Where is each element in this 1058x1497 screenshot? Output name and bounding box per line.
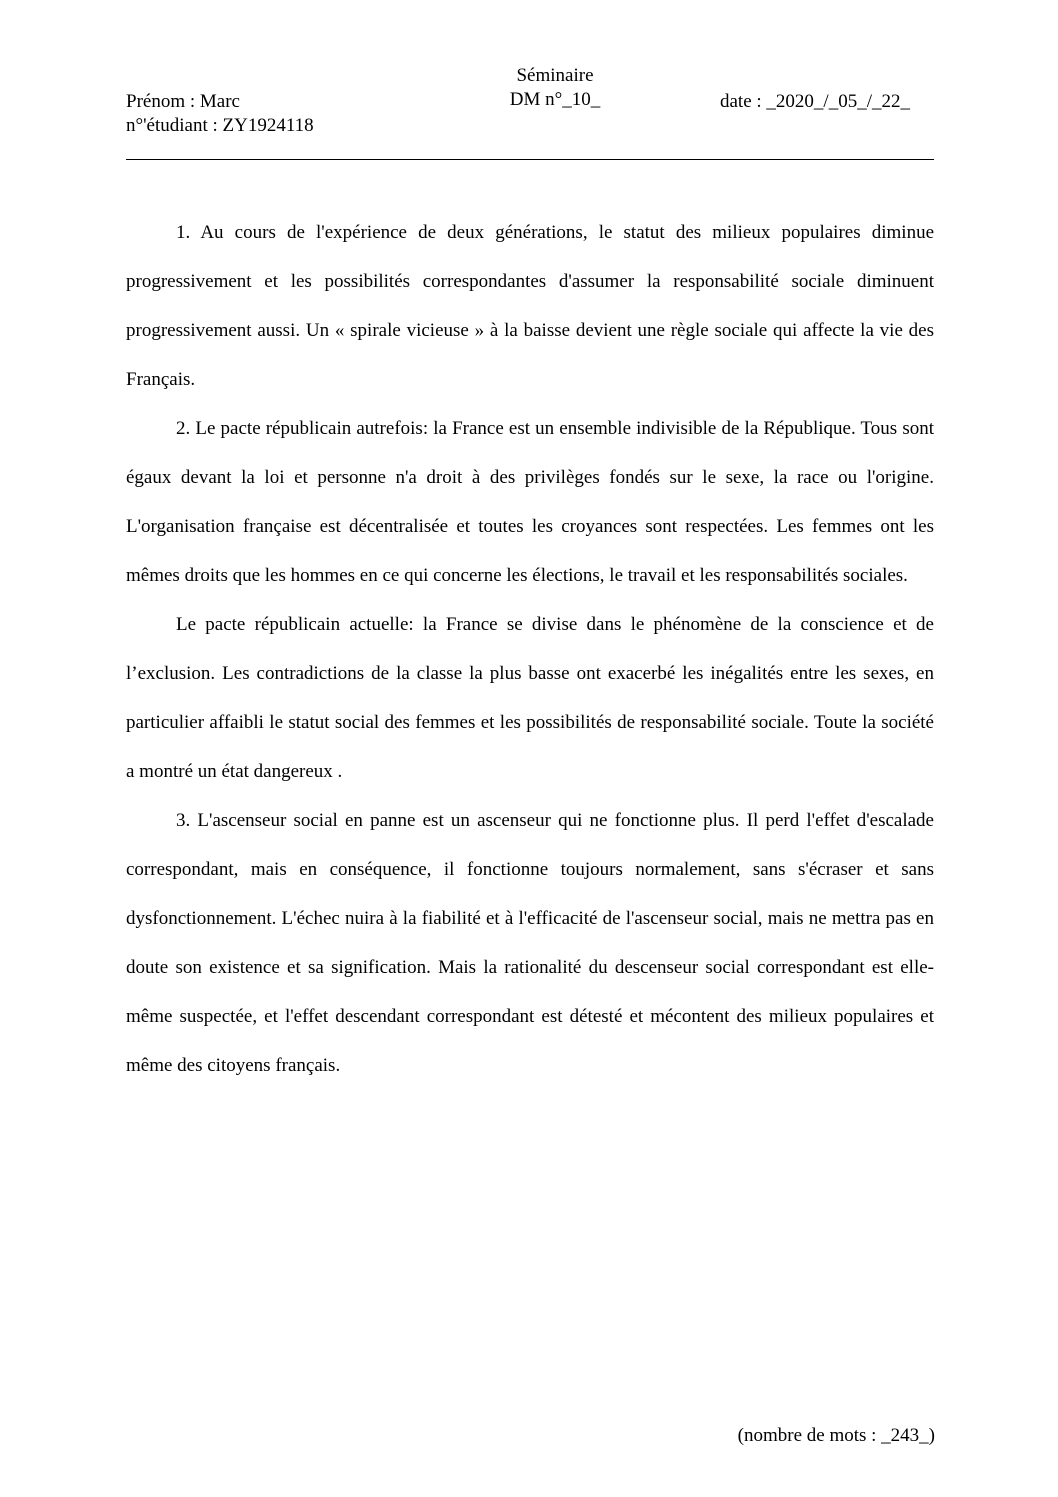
header-divider — [126, 159, 934, 160]
paragraph-2: 2. Le pacte républicain autrefois: la France est un ensemble indivisible de la République. Tous sont égaux devant la loi et personne n'a droit à des privilèges fondés sur le sexe, la race ou l'origine. L'organisation française est décentralisée et toutes les croyances sont respectées. Les femmes ont les mêmes droits que les hommes en ce qui concerne les élections, le travail et les responsabilités sociales. — [126, 418, 934, 586]
student-info — [126, 90, 314, 138]
paragraph-3: Le pacte républicain actuelle: la France se divise dans le phénomène de la conscience et de l’exclusion. Les contradictions de la classe la plus basse ont exacerbé les inégalités entre les sexes, en particulier affaibli le statut social des femmes et les possibilités de responsabilité sociale. Toute la société a montré un état dangereux . — [126, 614, 934, 782]
course-title: Séminaire — [516, 65, 594, 86]
student-id: n°'étudiant : ZY1924118 — [126, 115, 314, 136]
word-count: (nombre de mots : _243_) — [737, 1425, 935, 1446]
first-name: Prénom : Marc — [126, 91, 240, 112]
assignment-info — [440, 64, 670, 112]
paragraph-1: 1. Au cours de l'expérience de deux générations, le statut des milieux populaires diminue progressivement et les possibilités correspondantes d'assumer la responsabilité sociale diminuent progressivement aussi. Un « spirale vicieuse » à la baisse devient une règle sociale qui affecte la vie des Français. — [126, 222, 934, 390]
assignment-number: DM n°_10_ — [509, 89, 601, 110]
date-field: date : _2020_/_05_/_22_ — [720, 91, 910, 112]
paragraph-4: 3. L'ascenseur social en panne est un ascenseur qui ne fonctionne plus. Il perd l'effet d'escalade correspondant, mais en conséquence, il fonctionne toujours normalement, sans s'écraser et sans dysfonctionnement. L'échec nuira à la fiabilité et à l'efficacité de l'ascenseur social, mais ne mettra pas en doute son existence et sa signification. Mais la rationalité du descenseur social correspondant est elle-même suspectée, et l'effet descendant correspondant est détesté et mécontent des milieux populaires et même des citoyens français. — [126, 810, 934, 1076]
document-body — [126, 208, 934, 1090]
